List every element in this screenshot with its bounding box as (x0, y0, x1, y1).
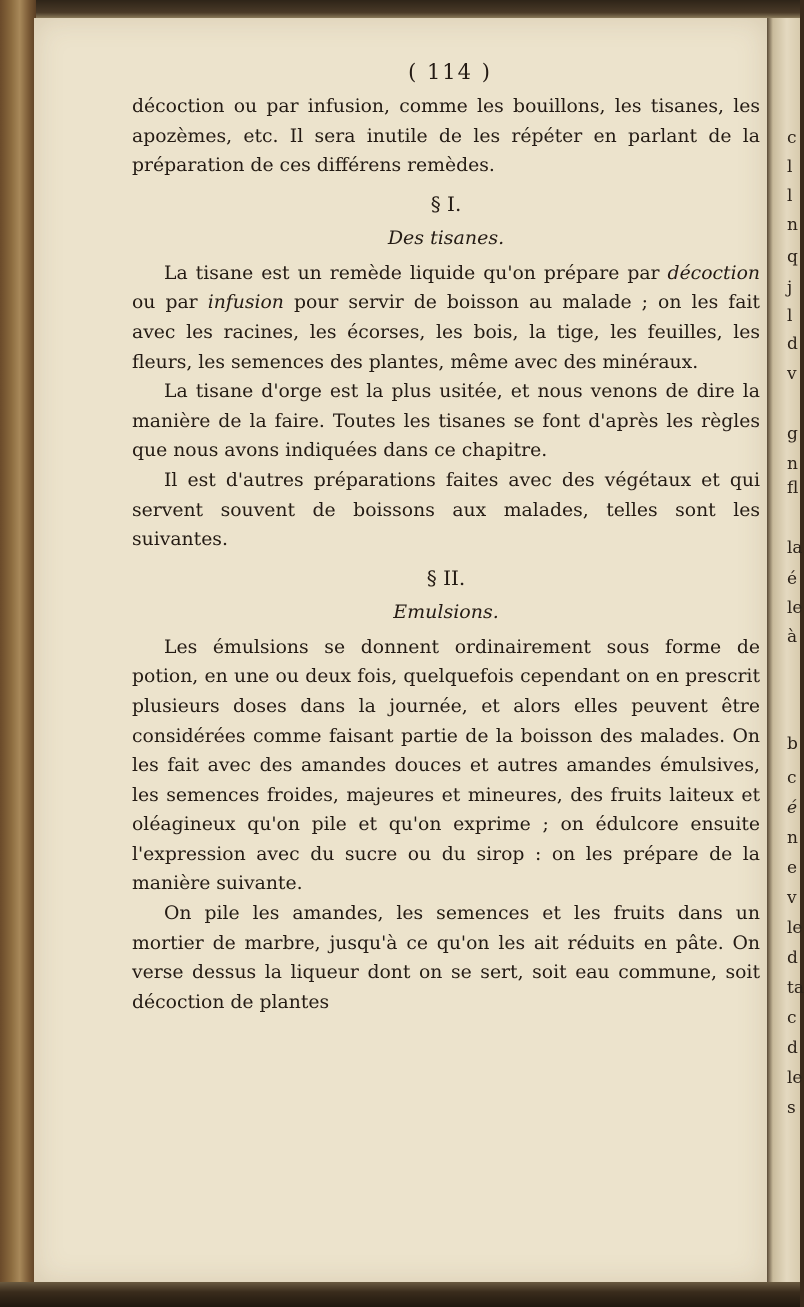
section-2-paragraph-2: On pile les amandes, les semences et les fruits dans un mortier de marbre, jusqu'à ce qu'on les ait réduits en pâte. On verse dessus la liqueur dont on se sert, soit eau commune, soit décoction de plantes (132, 903, 760, 1013)
gutter-letter: le (787, 918, 803, 938)
gutter-letter: v (787, 364, 797, 384)
gutter-letter: le (787, 598, 803, 618)
gutter-letter: l (787, 157, 793, 177)
gutter-letter: d (787, 948, 798, 968)
gutter-letter: g (787, 424, 798, 444)
gutter-letter: s (787, 1098, 796, 1118)
section-1-paragraph-3: Il est d'autres préparations faites avec des végétaux et qui servent souvent de boissons aux malades, telles sont les suivantes. (132, 469, 760, 551)
gutter-letter: c (787, 768, 797, 788)
book-bottom-edge (0, 1282, 800, 1307)
gutter-letter: fl (787, 478, 799, 498)
gutter-letter: n (787, 454, 798, 474)
gutter-letter: d (787, 1038, 798, 1058)
book-spine (0, 0, 36, 1307)
next-page-edge (767, 18, 804, 1284)
gutter-letter: la (787, 538, 803, 558)
gutter-letter: n (787, 828, 798, 848)
gutter-letter: c (787, 128, 797, 148)
book-top-edge (0, 0, 800, 18)
gutter-letter: l (787, 186, 793, 206)
page-content (132, 60, 760, 1017)
gutter-letter: q (787, 247, 798, 267)
text-run: pour servir de boisson au malade ; on les fait avec les racines, les écorses, les bois, la tige, les feuilles, les fleurs, les semences des plantes, même avec des minéraux. (132, 292, 760, 373)
section-1-paragraph-2: La tisane d'orge est la plus usitée, et nous venons de dire la manière de la faire. Toutes les tisanes se font d'après les règles que nous avons indiquées dans ce chapitre. (132, 381, 760, 462)
gutter-letter: e (787, 858, 798, 878)
gutter-letter: d (787, 334, 798, 354)
gutter-letter: ta (787, 978, 804, 998)
intro-paragraph: décoction ou par infusion, comme les bouillons, les tisanes, les apozèmes, etc. Il sera inutile de les répéter en parlant de la préparation de ces différens remèdes. (132, 96, 760, 177)
gutter-letter: n (787, 215, 798, 235)
section-2-heading: § II. (426, 565, 466, 590)
text-run: ou par (132, 292, 198, 314)
gutter-letter: à (787, 627, 798, 647)
gutter-letter: é (787, 569, 798, 589)
gutter-letter: j (787, 278, 793, 298)
gutter-letter: é (787, 798, 798, 818)
gutter-letter: le (787, 1068, 803, 1088)
emphasis-decoction: décoction (667, 262, 760, 284)
text-run: La tisane est un remède liquide qu'on prépare par (164, 262, 660, 284)
page-number: ( 114 ) (408, 60, 492, 84)
gutter-letter: b (787, 734, 798, 754)
gutter-letter: c (787, 1008, 797, 1028)
section-2-title: Emulsions. (393, 600, 499, 623)
gutter-letter: v (787, 888, 797, 908)
gutter-letter: l (787, 306, 793, 326)
section-2-paragraph-1: Les émulsions se donnent ordinairement sous forme de potion, en une ou deux fois, quelquefois cependant on en prescrit plusieurs doses dans la journée, et alors elles peuvent être considérées comme faisant partie de la boisson des malades. On les fait avec des amandes douces et autres amandes émulsives, les semences froides, majeures et mineures, des fruits laiteux et oléagineux qu'on pile et qu'on exprime ; on édulcore ensuite l'expression avec du sucre ou du sirop : on les prépare de la manière suivante. (132, 636, 760, 895)
emphasis-infusion: infusion (207, 292, 284, 314)
section-1-heading: § I. (430, 191, 462, 216)
section-1-paragraph-1 (132, 259, 760, 377)
section-1-title: Des tisanes. (387, 226, 505, 249)
